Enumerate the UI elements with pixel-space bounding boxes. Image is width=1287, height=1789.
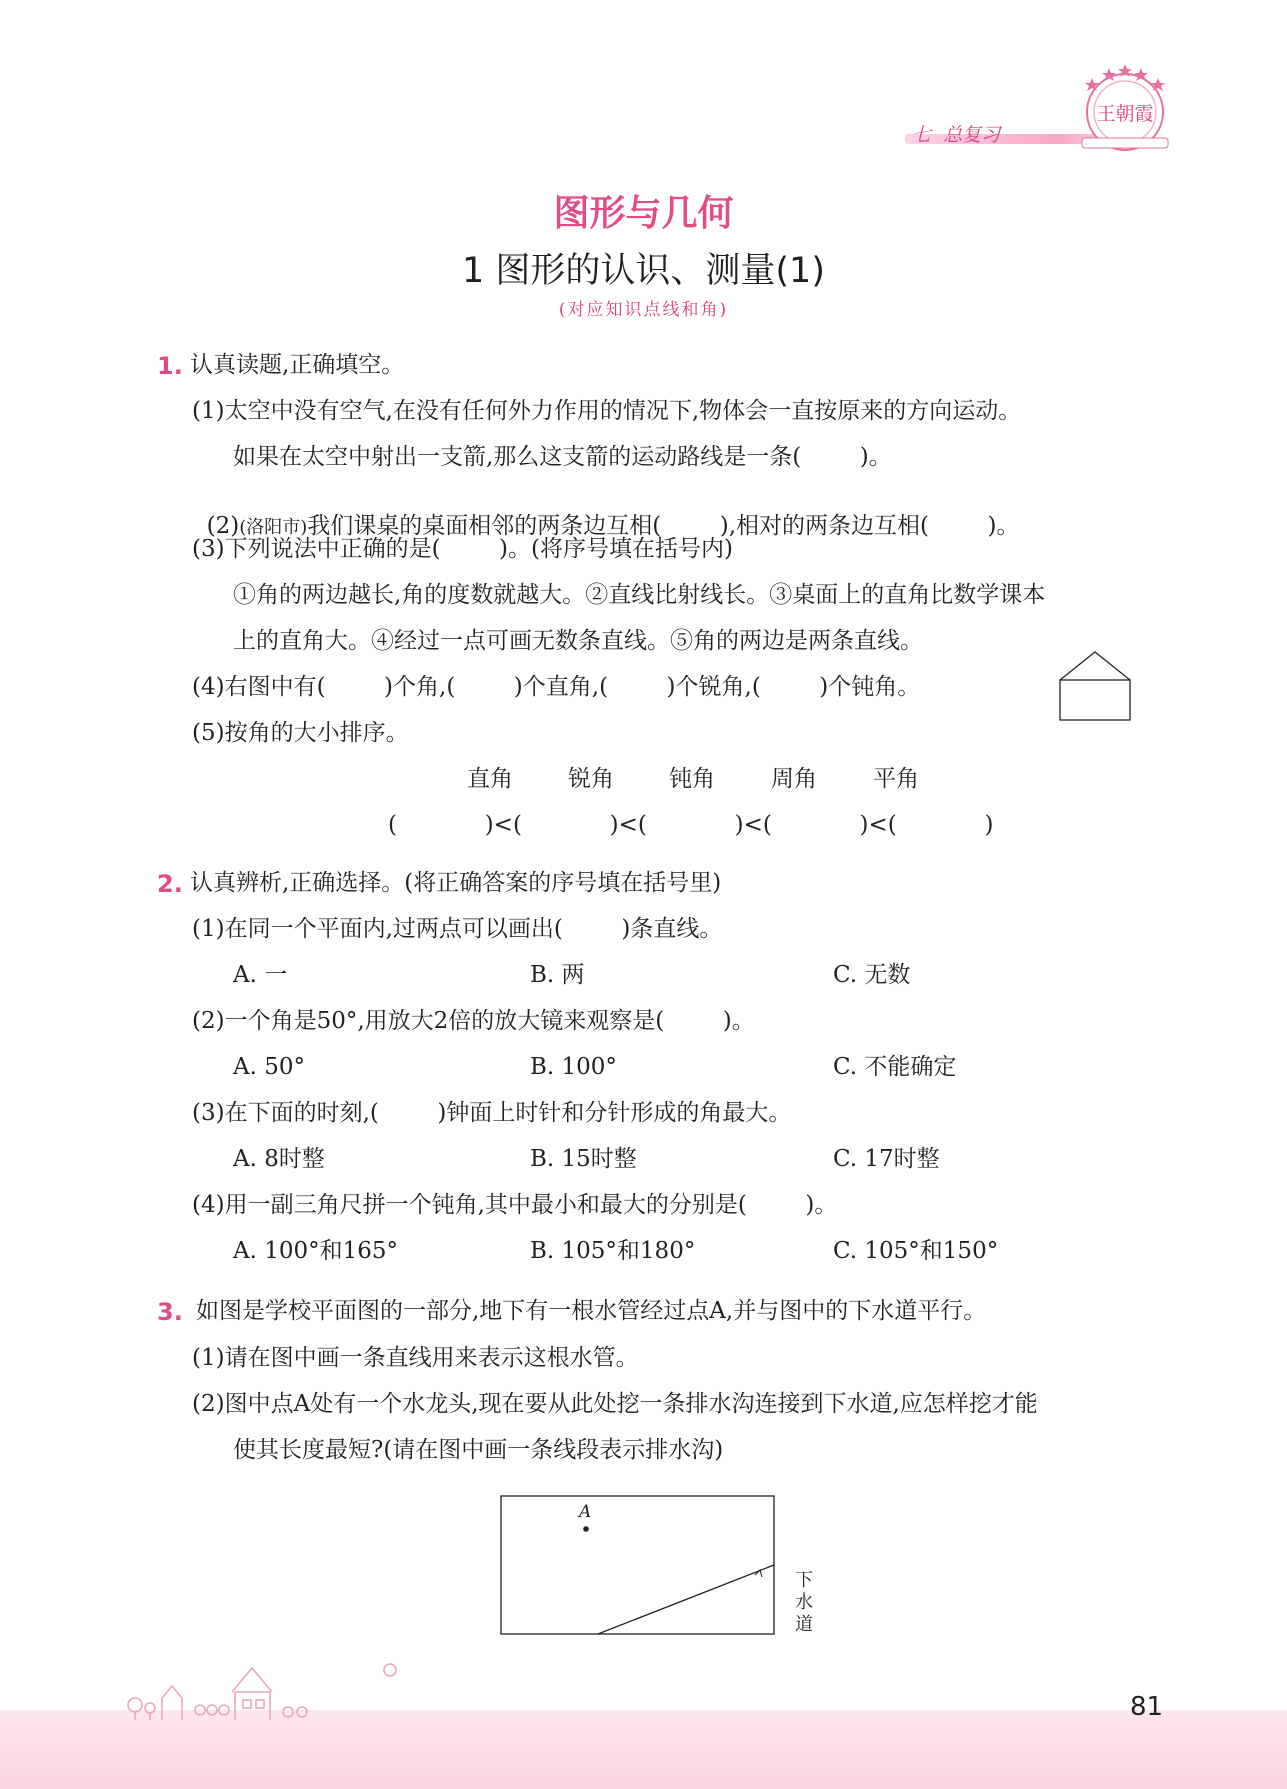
q2-item2-option-c: C. 不能确定 [833,1054,957,1080]
q1-p2 [192,492,1019,538]
q1-number: 1. [157,352,183,380]
q3-stem: 如图是学校平面图的一部分,地下有一根水管经过点A,并与图中的下水道平行。 [196,1298,987,1324]
q2-item2-option-b: B. 100° [530,1054,617,1080]
q1-p3-line1: (3)下列说法中正确的是( )。(将序号填在括号内) [192,536,733,562]
angle-name-straight: 平角 [873,766,919,792]
q2-item3-question: (3)在下面的时刻,( )钟面上时针和分针形成的角最大。 [192,1100,792,1126]
q2-item2-option-a: A. 50° [233,1054,305,1080]
q2-stem: 认真辨析,正确选择。(将正确答案的序号填在括号里) [190,870,722,896]
q1-stem: 认真读题,正确填空。 [190,352,405,378]
q1-p5: (5)按角的大小排序。 [192,720,409,746]
q1-p4: (4)右图中有( )个角,( )个直角,( )个锐角,( )个钝角。 [192,674,921,700]
svg-text:王朝霞: 王朝霞 [1096,103,1154,125]
drain-label: 下水道 [795,1570,813,1635]
house-shape-figure [1058,650,1132,722]
point-a [583,1526,589,1532]
angle-name-right: 直角 [467,766,513,792]
q2-item1-option-a: A. 一 [233,962,288,988]
angle-name-acute: 锐角 [568,766,614,792]
q1-p3-line2: ①角的两边越长,角的度数就越大。②直线比射线长。③桌面上的直角比数学课本 [233,582,1046,608]
q3-p1: (1)请在图中画一条直线用来表示这根水管。 [192,1345,639,1371]
lesson-note: (对应知识点线和角) [558,300,729,320]
q2-item2-question: (2)一个角是50°,用放大2倍的放大镜来观察是( )。 [192,1008,755,1034]
point-a-label: A [579,1502,592,1522]
q2-item4-option-c: C. 105°和150° [833,1238,999,1264]
q2-item3-option-a: A. 8时整 [233,1146,325,1172]
q1-p1-line2: 如果在太空中射出一支箭,那么这支箭的运动路线是一条( )。 [233,444,892,470]
q3-p2-line1: (2)图中点A处有一个水龙头,现在要从此处挖一条排水沟连接到下水道,应怎样挖才能 [192,1391,1038,1417]
q2-item4-option-a: A. 100°和165° [233,1238,399,1264]
q1-p1-line1: (1)太空中没有空气,在没有任何外力作用的情况下,物体会一直按原来的方向运动。 [192,398,1022,424]
brand-logo [1072,60,1178,154]
plan-border [501,1496,774,1634]
q2-item3-option-c: C. 17时整 [833,1146,940,1172]
q3-number: 3. [157,1298,183,1326]
page-number: 81 [1130,1692,1164,1722]
angle-name-full: 周角 [771,766,817,792]
lesson-title: 1 图形的认识、测量(1) [462,251,825,291]
q1-p2-prefix: (2) [206,513,240,539]
q1-p2-rest: 我们课桌的桌面相邻的两条边互相( ),相对的两条边互相( )。 [307,513,1020,539]
page-title: 图形与几何 [553,193,734,234]
q3-p2-line2: 使其长度最短?(请在图中画一条线段表示排水沟) [233,1437,724,1463]
q2-number: 2. [157,870,183,898]
angle-name-obtuse: 钝角 [669,766,715,792]
q2-item1-question: (1)在同一个平面内,过两点可以画出( )条直线。 [192,916,723,942]
angle-order-blanks: ( )<( )<( )<( )<( ) [388,812,994,838]
school-plan-figure [500,1495,780,1640]
section-label: 七 总复习 [912,124,1001,146]
q1-p2-city: (洛阳市) [239,517,308,538]
footer-decoration-icon [120,1650,420,1720]
q2-item4-option-b: B. 105°和180° [530,1238,696,1264]
footer-band [0,1710,1287,1789]
q2-item1-option-c: C. 无数 [833,962,911,988]
q2-item3-option-b: B. 15时整 [530,1146,637,1172]
q2-item1-option-b: B. 两 [530,962,585,988]
q1-p3-line3: 上的直角大。④经过一点可画无数条直线。⑤角的两边是两条直线。 [233,628,923,654]
q2-item4-question: (4)用一副三角尺拼一个钝角,其中最小和最大的分别是( )。 [192,1192,838,1218]
